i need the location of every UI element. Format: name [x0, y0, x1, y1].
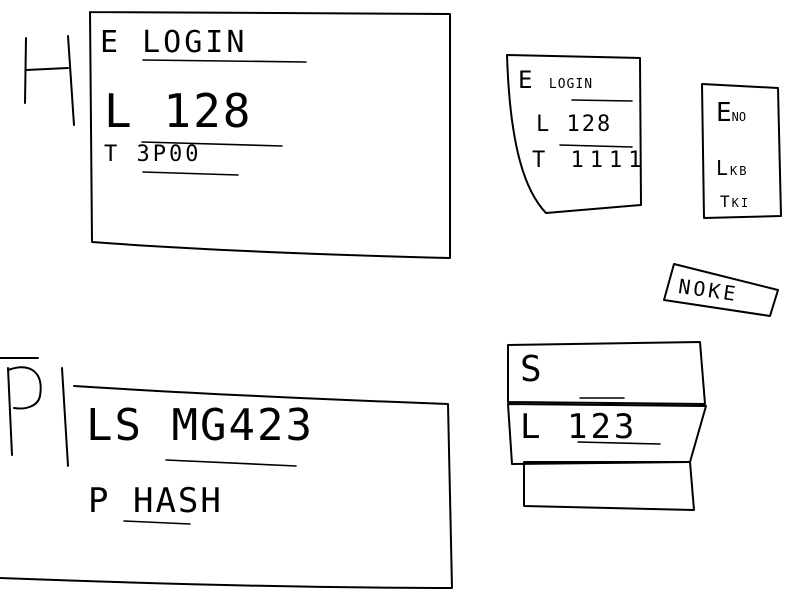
mini-card-2-e-row	[716, 100, 746, 126]
tag-label: NOKE	[676, 274, 740, 307]
panel-b-p-prefix: P	[88, 481, 111, 521]
marker-h-strokes	[25, 36, 74, 125]
panel-b-ls-value: MG423	[171, 400, 314, 451]
panel-h-l-row	[104, 84, 253, 138]
mini-card-1-e-value: LOGIN	[548, 77, 594, 92]
panel-b-frame	[0, 358, 452, 588]
panel-h-l-prefix: L	[104, 84, 134, 138]
panel-b-ls-row	[86, 400, 314, 451]
stack-s-prefix: S	[520, 349, 545, 390]
mini-card-1-t-prefix: T	[532, 148, 552, 173]
panel-b-underline-2	[124, 521, 190, 524]
stack-l-value: 123	[566, 407, 638, 447]
stack-s-row	[520, 349, 545, 390]
panel-b-p-value: HASH	[132, 481, 223, 521]
panel-h-e-prefix: E	[100, 25, 122, 60]
mini-card-1-l-row	[536, 114, 612, 136]
mini-card-2-l-value: KB	[730, 164, 749, 178]
mini-card-2-l-prefix: L	[716, 156, 731, 180]
panel-h-e-value: LOGIN	[142, 25, 248, 60]
mini-card-2-l-row	[716, 158, 749, 178]
panel-h-underline-3	[143, 172, 238, 175]
mini-card-1-e-row	[518, 68, 593, 92]
mini-card-1-l-value: 128	[566, 112, 613, 137]
mini-card-2-e-prefix: E	[716, 98, 732, 128]
mini-card-1-e-prefix: E	[518, 66, 534, 94]
panel-b-underline-1	[166, 460, 296, 466]
mini-card-2-t-row	[720, 194, 750, 210]
mini-card-2-e-value: NO	[731, 110, 747, 124]
mini-card-1-underline-2	[560, 145, 632, 147]
panel-b-p-row	[88, 481, 223, 521]
stack-l-row	[520, 407, 638, 447]
mini-card-1-t-value: 1111	[570, 148, 648, 173]
mini-card-1-t-row	[532, 150, 647, 172]
mini-card-1-l-prefix: L	[536, 112, 552, 137]
panel-h-e-row	[100, 25, 248, 60]
panel-h-l-value: 128	[163, 84, 253, 138]
panel-b-ls-prefix: LS	[86, 400, 143, 451]
marker-b-strokes	[8, 367, 68, 466]
panel-h-t-row	[104, 144, 201, 166]
stack-l-prefix: L	[520, 407, 544, 447]
panel-h-t-value: 3P00	[136, 142, 202, 167]
mini-card-2-t-value: KI	[731, 196, 751, 210]
panel-h-t-prefix: T	[104, 142, 121, 167]
panel-h-underline-1	[143, 60, 306, 62]
mini-card-1-underline-1	[572, 100, 632, 101]
mini-card-2-t-prefix: T	[720, 192, 732, 211]
